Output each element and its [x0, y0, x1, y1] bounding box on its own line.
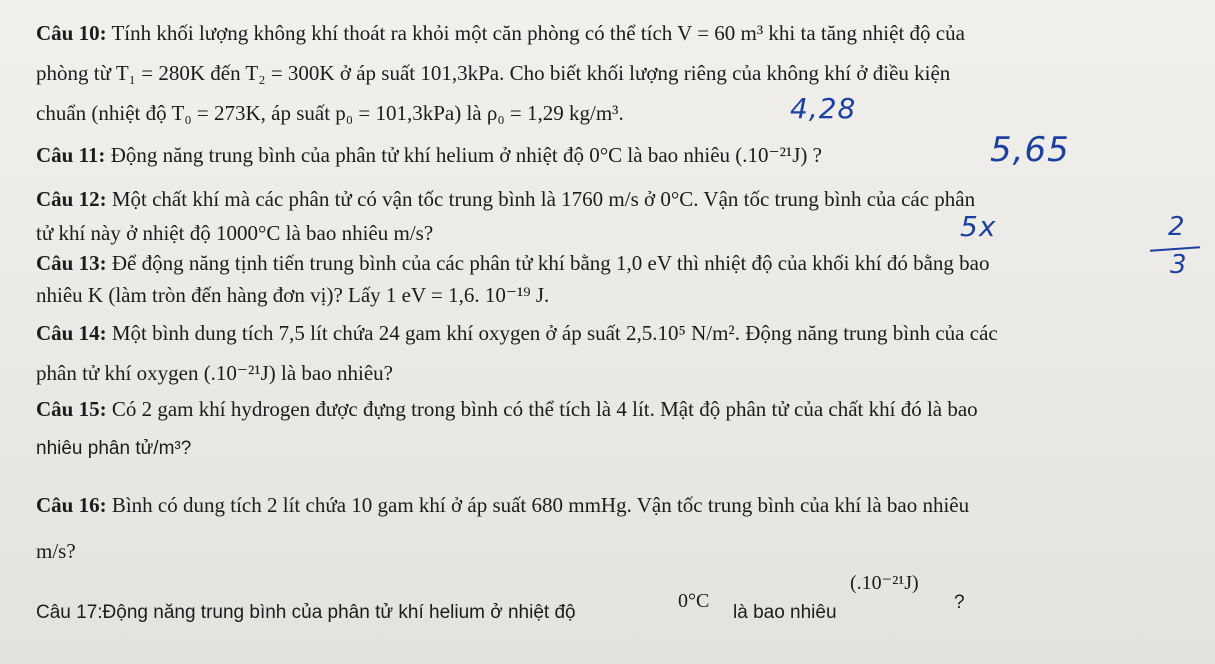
- q13-text1: Để động năng tịnh tiến trung bình của các phân tử khí bằng 1,0 eV thì nhiệt độ của khối khí đó bằng bao: [106, 251, 990, 275]
- q13-handwritten-top: 2: [1168, 212, 1186, 242]
- q15-label: Câu 15:: [36, 397, 107, 421]
- q16-line1: [36, 492, 969, 518]
- q12-line2: tử khí này ở nhiệt độ 1000°C là bao nhiêu m/s?: [36, 221, 434, 245]
- q16-label: Câu 16:: [36, 493, 107, 517]
- q11-line1: [36, 142, 822, 168]
- q12-text1: Một chất khí mà các phân tử có vận tốc trung bình là 1760 m/s ở 0°C. Vận tốc trung bình của các phân: [106, 187, 976, 211]
- q13-handwritten-bottom: 3: [1170, 250, 1188, 280]
- q10-line1: [36, 20, 965, 46]
- q11-text1: Động năng trung bình của phân tử khí helium ở nhiệt độ 0°C là bao nhiêu (.10⁻²¹J) ?: [105, 143, 822, 167]
- q13-line2: nhiêu K (làm tròn đến hàng đơn vị)? Lấy 1 eV = 1,6. 10⁻¹⁹ J.: [36, 283, 550, 307]
- q17-text: Động năng trung bình của phân tử khí helium ở nhiệt độ: [102, 602, 576, 623]
- q11-handwritten-answer: 5,65: [990, 130, 1070, 170]
- q17-line1: [36, 600, 576, 626]
- q16-text1: Bình có dung tích 2 lít chứa 10 gam khí ở áp suất 680 mmHg. Vận tốc trung bình của khí là bao nhiêu: [106, 493, 970, 517]
- q15-line1: [36, 396, 978, 422]
- q12-label: Câu 12:: [36, 187, 107, 211]
- q17-label: Câu 17:: [36, 602, 103, 623]
- q17-temperature: 0°C: [678, 590, 710, 612]
- q10-handwritten-answer: 4,28: [790, 92, 857, 125]
- q11-label: Câu 11:: [36, 143, 106, 167]
- q15-text1: Có 2 gam khí hydrogen được đựng trong bình có thể tích là 4 lít. Mật độ phân tử của chất khí đó là bao: [106, 397, 978, 421]
- q17-text2: là bao nhiêu: [733, 602, 837, 623]
- q14-line2: phân tử khí oxygen (.10⁻²¹J) là bao nhiêu?: [36, 361, 393, 385]
- q16-line2: m/s?: [36, 539, 76, 563]
- q10-line3: chuẩn (nhiệt độ T₀ = 273K, áp suất p₀ = 101,3kPa) là ρ₀ = 1,29 kg/m³.: [36, 101, 624, 125]
- q15-line2: nhiêu phân tử/m³?: [36, 438, 192, 459]
- q17-unit: (.10⁻²¹J): [850, 572, 919, 594]
- q14-line1: [36, 320, 998, 346]
- q17-question-mark: ?: [954, 592, 965, 613]
- q13-label: Câu 13:: [36, 251, 107, 275]
- q13-line1: [36, 250, 990, 276]
- q14-text1: Một bình dung tích 7,5 lít chứa 24 gam khí oxygen ở áp suất 2,5.10⁵ N/m². Động năng trung bình của các: [106, 321, 998, 345]
- q12-line1: [36, 186, 975, 212]
- q10-line2: phòng từ T₁ = 280K đến T₂ = 300K ở áp suất 101,3kPa. Cho biết khối lượng riêng của không khí ở điều kiện: [36, 61, 951, 85]
- q10-text1: Tính khối lượng không khí thoát ra khỏi một căn phòng có thể tích V = 60 m³ khi ta tăng nhiệt độ của: [106, 21, 965, 45]
- q10-label: Câu 10:: [36, 21, 107, 45]
- q14-label: Câu 14:: [36, 321, 107, 345]
- q12-handwritten-answer: 5x: [960, 210, 997, 243]
